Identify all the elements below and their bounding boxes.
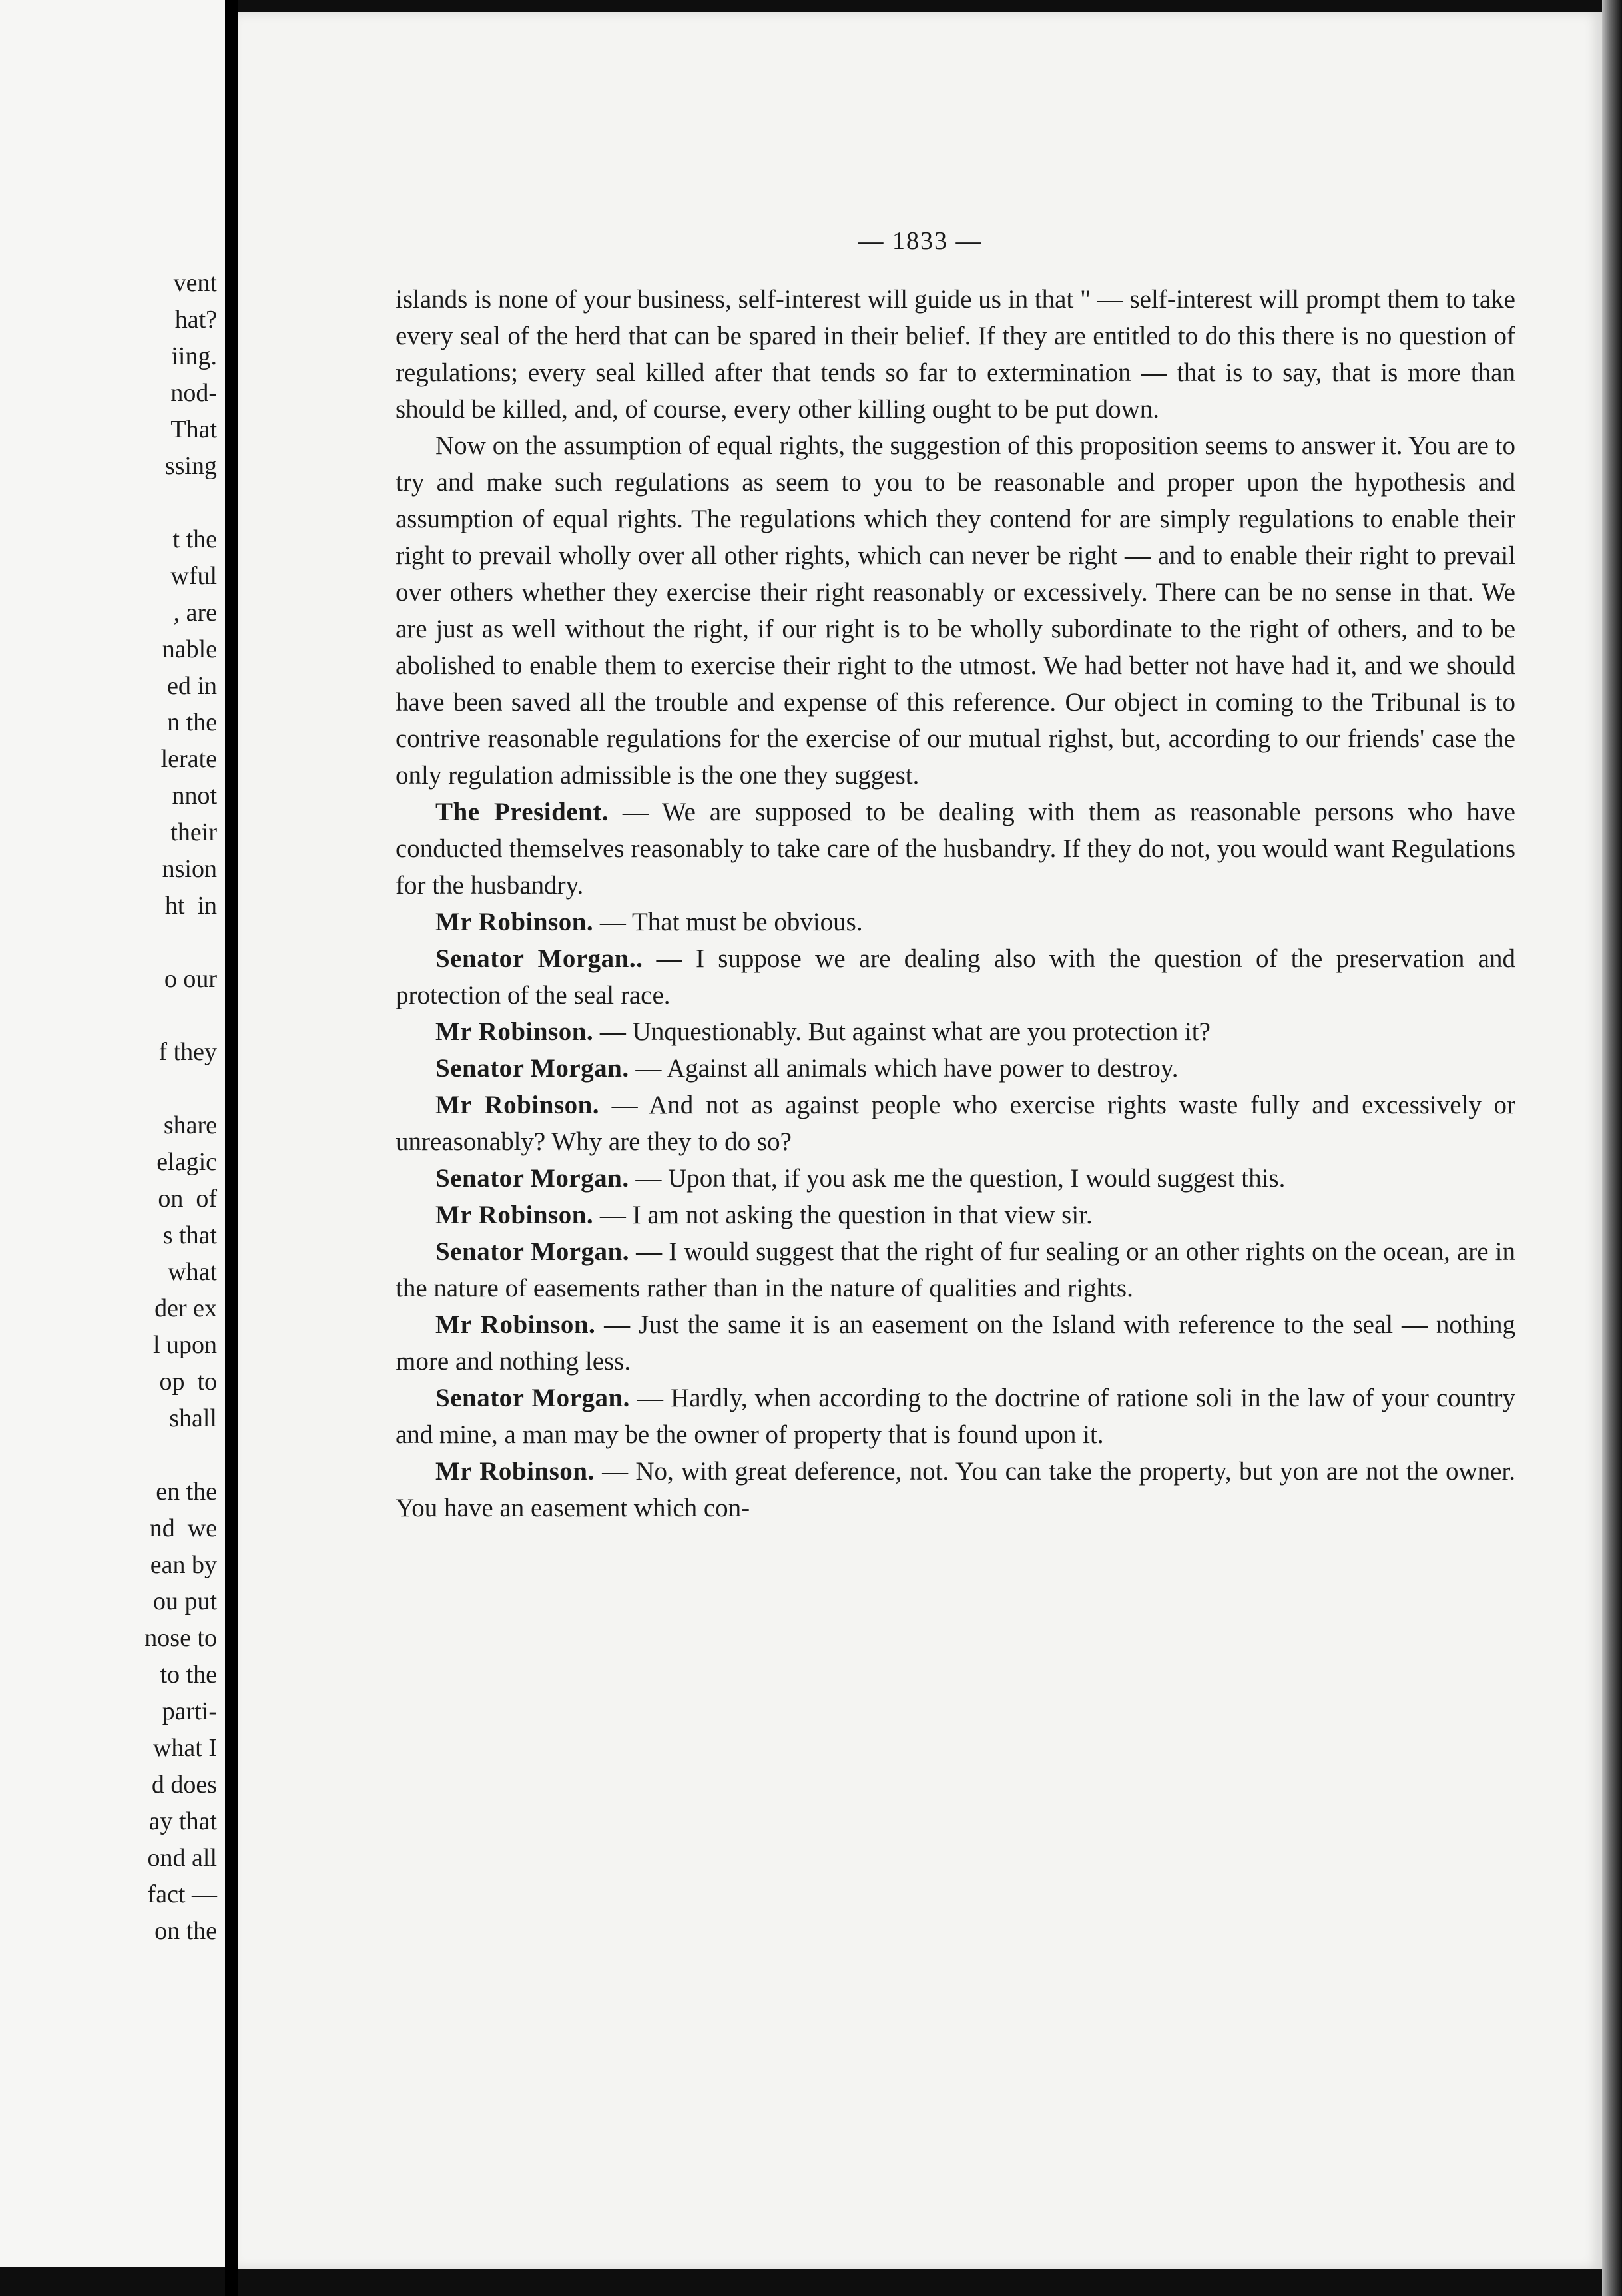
page-body [396, 281, 1515, 1526]
left-page-line: parti- [162, 1697, 217, 1725]
left-page-line: d does [151, 1771, 217, 1799]
left-page-line: nd we [149, 1514, 217, 1542]
left-page-line [144, 1437, 217, 1474]
left-page-line [144, 485, 217, 521]
speech [396, 1160, 1515, 1197]
left-page-line: op to [159, 1368, 217, 1396]
left-page-line: ssing [164, 452, 217, 480]
left-page-line: hat? [174, 306, 217, 334]
speech-text: — That must be obvious. [599, 908, 863, 936]
speech [396, 1453, 1515, 1526]
document-page [238, 12, 1602, 2269]
left-page-line: lerate [160, 745, 217, 773]
left-page-line: f they [158, 1038, 217, 1066]
speaker-name: Senator Morgan. [435, 1384, 630, 1412]
left-page-line [144, 924, 217, 961]
speaker-name: Mr Robinson. [435, 1457, 595, 1486]
left-page-line: ou put [152, 1587, 217, 1615]
speaker-name: Senator Morgan. [435, 1164, 629, 1193]
speech-text: — We are supposed to be dealing with them as reasonable persons who have conducted themselves reasonably to take care of the husbandry. If they do not, you would want Regulations for the husbandry. [396, 798, 1515, 900]
left-page-line: der ex [154, 1294, 217, 1322]
left-page-line: fact — [147, 1880, 217, 1908]
speech [396, 1306, 1515, 1380]
left-page-line: vent [173, 269, 217, 297]
speaker-name: Senator Morgan. [435, 1054, 629, 1083]
left-page-line: ht in [164, 892, 217, 920]
page-number: — 1833 — [858, 227, 983, 255]
left-page-line: iing. [171, 342, 217, 370]
left-page-line: s that [162, 1221, 217, 1249]
left-page-line: nsion [162, 855, 217, 883]
left-page-line: o our [164, 965, 217, 993]
left-page-line: on of [158, 1185, 217, 1213]
speech [396, 1380, 1515, 1453]
left-page-line: l upon [152, 1331, 217, 1359]
speech [396, 794, 1515, 904]
left-page-line: nod- [170, 379, 217, 407]
speech [396, 1013, 1515, 1050]
speaker-name: The President. [435, 798, 609, 826]
speech-text: — And not as against people who exercise rights waste fully and excessively or unreasonably? Why are they to do so? [396, 1091, 1515, 1156]
speech-text: — Upon that, if you ask me the question, I would suggest this. [635, 1164, 1286, 1193]
speech [396, 940, 1515, 1013]
speech [396, 1087, 1515, 1160]
left-page-line [144, 998, 217, 1034]
speaker-name: Mr Robinson. [435, 1310, 596, 1339]
speech-text: — I would suggest that the right of fur sealing or an other rights on the ocean, are in the nature of easements rather than in the nature of qualities and rights. [396, 1237, 1516, 1302]
left-page-line: elagic [156, 1148, 217, 1176]
left-page-line: their [170, 818, 217, 846]
speech [396, 1050, 1515, 1087]
left-page-line: to the [160, 1661, 217, 1689]
speech-text: — No, with great deference, not. You can take the property, but yon are not the owner. You have an easement which con- [396, 1457, 1515, 1522]
speech-text: — I suppose we are dealing also with the question of the preservation and protection of the seal race. [396, 944, 1515, 1009]
left-page-line: share [163, 1111, 217, 1139]
left-page-line: , are [173, 599, 217, 627]
speaker-name: Mr Robinson. [435, 1201, 594, 1229]
book-gutter [225, 0, 238, 2296]
left-page-line: what [168, 1258, 217, 1286]
speech-text: — Hardly, when according to the doctrine of ratione soli in the law of your country and mine, a man may be the owner of property that is found upon it. [396, 1384, 1516, 1449]
paragraph-text: islands is none of your business, self-interest will guide us in that " — self-interest will prompt them to take every seal of the herd that can be spared in their belief. If they are entitled to do this there is no question of regulations; every seal killed after that tends so far to extermination — that is to say, that is more than should be killed, and, of course, every other killing ought to be put down. [396, 285, 1515, 424]
paragraph [396, 428, 1515, 794]
speaker-name: Senator Morgan. [435, 1237, 629, 1266]
left-page-line: ond all [147, 1844, 217, 1872]
left-page-line: nable [162, 635, 217, 663]
left-page-text [144, 265, 217, 1950]
speech [396, 1233, 1515, 1306]
speech-text: — Just the same it is an easement on the Island with reference to the seal — nothing more and nothing less. [396, 1310, 1516, 1376]
speech [396, 904, 1515, 940]
left-page-line: t the [172, 525, 217, 553]
speaker-name: Mr Robinson. [435, 1017, 594, 1046]
left-page-line: nose to [144, 1624, 217, 1652]
left-page-line: ean by [150, 1551, 217, 1579]
speaker-name: Mr Robinson. [435, 1091, 600, 1119]
left-page-line: n the [167, 709, 217, 736]
left-page-fragment [0, 0, 225, 2267]
left-page-line: on the [154, 1917, 217, 1945]
left-page-line: what I [152, 1734, 217, 1762]
paragraph [396, 281, 1515, 428]
left-page-line: nnot [172, 782, 217, 810]
left-page-line: ay that [148, 1807, 217, 1835]
page-edge-shadow [1602, 0, 1622, 2296]
left-page-line: That [170, 416, 217, 443]
left-page-line: en the [156, 1478, 217, 1506]
speech-text: — I am not asking the question in that view sir. [599, 1201, 1093, 1229]
speech-text: — Against all animals which have power to destroy. [635, 1054, 1179, 1083]
speech-text: — Unquestionably. But against what are you protection it? [599, 1017, 1211, 1046]
left-page-line: wful [170, 562, 217, 590]
speaker-name: Mr Robinson. [435, 908, 594, 936]
left-page-line: ed in [167, 672, 217, 700]
paragraph-text: Now on the assumption of equal rights, the suggestion of this proposition seems to answer it. You are to try and make such regulations as seem to you to be reasonable and proper upon the hypothesis and assumption of equal rights. The regulations which they contend for are simply regulations to enable their right to prevail wholly over all other rights, which can never be right — and to enable their right to prevail over others whether they exercise their right reasonably or excessively. There can be no sense in that. We are just as well without the right, if our right is to be wholly subordinate to the right of others, and to be abolished to enable them to exercise their right to the utmost. We had better not have had it, and we should have been saved all the trouble and expense of this reference. Our object in coming to the Tribunal is to contrive reasonable regulations for the exercise of our mutual righst, but, according to our friends' case the only regulation admissible is the one they suggest. [396, 431, 1515, 790]
left-page-line [144, 1071, 217, 1107]
speaker-name: Senator Morgan.. [435, 944, 643, 973]
left-page-line: shall [169, 1404, 217, 1432]
speech [396, 1197, 1515, 1233]
